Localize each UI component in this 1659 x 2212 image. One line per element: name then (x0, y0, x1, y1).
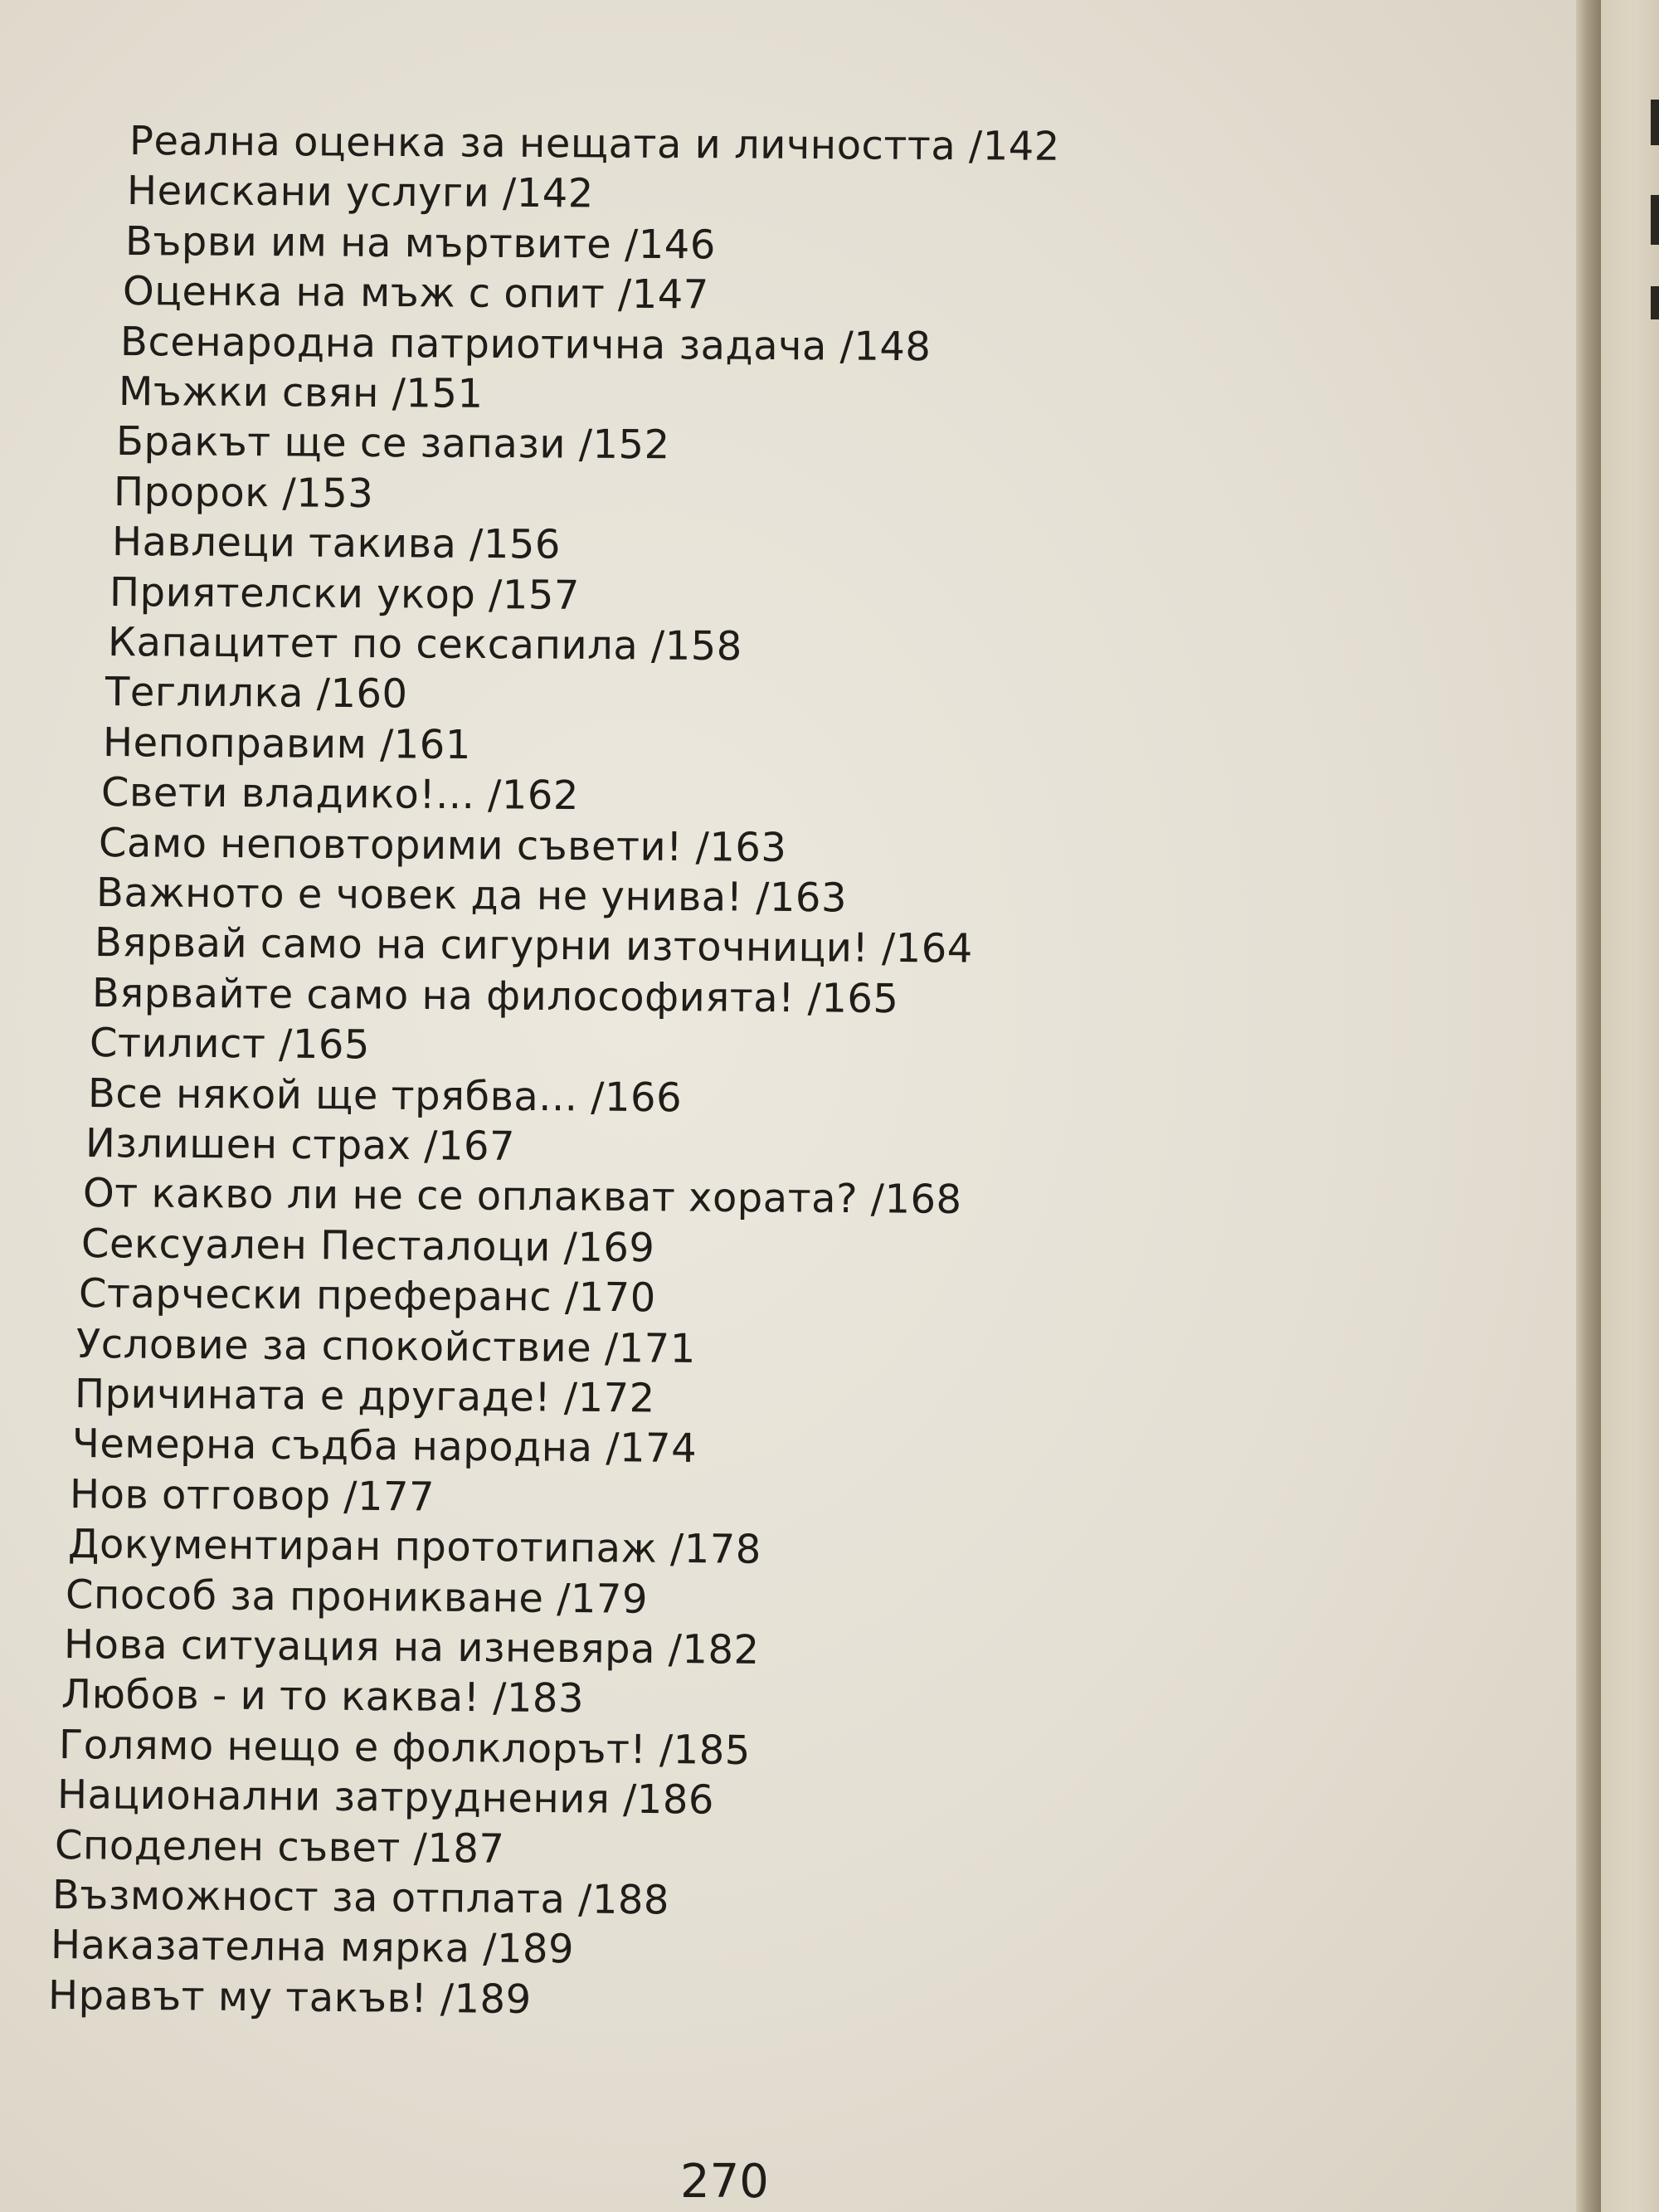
toc-entry (129, 118, 1060, 170)
toc-entry (100, 769, 578, 819)
toc-entry-separator: / (794, 974, 822, 1022)
toc-entry (94, 919, 972, 972)
toc-entry (79, 1270, 656, 1321)
toc-entry-separator: / (550, 1374, 578, 1421)
toc-entry (123, 268, 709, 318)
toc-entry-page: 142 (516, 170, 595, 217)
toc-entry-page: 165 (821, 975, 899, 1022)
toc-entry-page: 171 (618, 1324, 697, 1372)
toc-entry (114, 469, 374, 517)
toc-entry (76, 1321, 696, 1372)
toc-entry-title: Голямо нещо е фолклорът! (58, 1721, 647, 1773)
toc-entry (87, 1070, 682, 1121)
toc-entry (127, 168, 594, 217)
toc-entry-separator: / (611, 221, 639, 268)
toc-entry-title: Споделен съвет (54, 1821, 401, 1872)
toc-entry (96, 870, 847, 921)
toc-entry-separator: / (682, 823, 710, 870)
page-number: 270 (680, 2155, 769, 2209)
toc-entry-title: Мъжки свян (118, 368, 379, 417)
toc-entry-separator: / (654, 1625, 683, 1674)
toc-entry-page: 172 (577, 1374, 655, 1422)
toc-entry-title: Старчески преферанс (78, 1270, 552, 1321)
toc-entry-title: Важното е човек да не унива! (96, 870, 743, 921)
toc-entry-page: 189 (454, 1976, 532, 2023)
toc-entry (50, 1922, 574, 1972)
toc-entry-page: 186 (636, 1776, 714, 1824)
book-gutter (1576, 0, 1601, 2212)
toc-entry-page: 153 (296, 470, 374, 517)
adjacent-text-fragment (1651, 195, 1659, 245)
toc-entry (63, 1621, 759, 1674)
toc-entry-separator: / (411, 1122, 439, 1170)
toc-entry-title: Любов - и то каква! (61, 1671, 480, 1722)
toc-entry-title: Сексуален Песталоци (80, 1220, 551, 1271)
toc-entry (52, 1872, 669, 1923)
toc-entry-page: 179 (570, 1575, 649, 1623)
toc-entry-title: Нова ситуация на изневяра (63, 1621, 655, 1673)
toc-entry (119, 368, 484, 417)
toc-entry-page: 185 (673, 1726, 752, 1774)
toc-entry-title: Теглилка (105, 669, 304, 718)
toc-entry-title: Документиран прототипаж (67, 1521, 658, 1572)
toc-entry-page: 161 (393, 721, 472, 768)
toc-entry-separator: / (742, 874, 771, 921)
toc-entry-page: 157 (502, 571, 581, 619)
toc-entry-page: 169 (577, 1224, 655, 1272)
toc-entry-separator: / (656, 1525, 684, 1573)
toc-entry-separator: / (646, 1726, 674, 1773)
toc-entry-separator: / (475, 571, 504, 618)
toc-entry-title: Върви им на мъртвите (124, 217, 612, 268)
toc-entry (72, 1420, 698, 1472)
toc-entry (107, 619, 742, 670)
toc-entry-page: 167 (437, 1123, 516, 1170)
toc-entry-separator: / (330, 1473, 358, 1520)
toc-entry-page: 178 (684, 1526, 761, 1573)
toc-entry-page: 160 (330, 670, 408, 718)
toc-entry-title: Приятелски укор (109, 568, 476, 618)
toc-entry-separator: / (577, 1073, 605, 1121)
toc-entry-page: 148 (854, 323, 932, 370)
toc-entry-title: Вярвай само на сигурни източници! (94, 919, 869, 972)
toc-entry-title: Способ за проникване (65, 1571, 544, 1622)
toc-entry-title: Нравът му такъв! (47, 1971, 428, 2022)
toc-entry-page: 189 (496, 1926, 574, 1973)
toc-entry (125, 218, 716, 268)
toc-entry-title: Нов отговор (70, 1470, 332, 1520)
toc-entry-page: 147 (631, 271, 710, 319)
toc-entry-title: Излишен страх (85, 1120, 411, 1169)
toc-entry-title: Все някой ще трябва... (87, 1069, 578, 1120)
toc-entry-separator: / (565, 1876, 593, 1923)
toc-entry-title: Само неповторими съвети! (98, 819, 683, 870)
toc-entry-title: Оценка на мъж с опит (122, 268, 606, 318)
toc-entry-page: 182 (681, 1626, 760, 1674)
toc-entry-title: Навлеци такива (111, 519, 470, 568)
toc-entry (56, 1771, 713, 1824)
toc-entry-separator: / (605, 270, 632, 319)
toc-entry-page: 165 (292, 1021, 371, 1069)
toc-entry (112, 519, 561, 568)
toc-entry-separator: / (265, 1021, 294, 1068)
toc-entry-page: 152 (592, 421, 670, 469)
adjacent-page-edge (1601, 0, 1659, 2212)
toc-entry-title: Вярвайте само на философията! (91, 969, 795, 1021)
toc-entry-title: Неискани услуги (127, 168, 490, 217)
toc-entry (92, 970, 899, 1022)
toc-entry-separator: / (956, 123, 983, 170)
toc-entry-separator: / (552, 1274, 579, 1321)
toc-entry-title: Капацитет по сексапила (107, 619, 638, 670)
toc-entry (48, 1972, 532, 2023)
toc-entry (55, 1822, 505, 1873)
toc-entry-separator: / (400, 1825, 428, 1872)
toc-entry-page: 156 (483, 521, 561, 568)
toc-entry-title: Непоправим (102, 719, 381, 768)
toc-entry (120, 319, 932, 370)
toc-entry-separator: / (858, 1176, 886, 1223)
toc-entry-page: 151 (405, 370, 484, 417)
toc-entry-title: Стилист (90, 1020, 266, 1068)
toc-entry-separator: / (426, 1975, 455, 2023)
toc-entry-page: 168 (884, 1176, 963, 1224)
toc-entry-separator: / (378, 370, 406, 417)
toc-entry (105, 669, 408, 718)
toc-entry (116, 418, 670, 468)
toc-entry-title: Бракът ще се запази (115, 418, 567, 468)
adjacent-text-fragment (1651, 100, 1659, 145)
toc-entry-separator: / (609, 1776, 637, 1824)
toc-entry-separator: / (270, 470, 297, 517)
toc-entry (85, 1120, 516, 1170)
toc-entry (70, 1471, 435, 1521)
toc-entry-page: 162 (501, 772, 579, 820)
toc-entry-separator: / (469, 1925, 497, 1973)
toc-entry-separator: / (469, 521, 484, 568)
toc-entry-title: Национални затруднения (56, 1771, 611, 1823)
adjacent-text-fragment (1651, 286, 1659, 319)
toc-entry-page: 177 (358, 1473, 435, 1521)
toc-entry-separator: / (543, 1575, 572, 1622)
toc-entry-separator: / (380, 721, 395, 768)
toc-entry-separator: / (868, 925, 896, 972)
toc-entry-separator: / (827, 323, 854, 370)
toc-entry-page: 166 (604, 1074, 682, 1121)
toc-entry-separator: / (489, 170, 518, 217)
toc-entry-title: Възможност за отплата (52, 1872, 566, 1923)
toc-entry-separator: / (591, 1324, 620, 1372)
toc-entry-title: Всенародна патриотична задача (120, 318, 828, 370)
toc-entry-separator: / (474, 772, 502, 819)
toc-entry (68, 1521, 761, 1573)
toc-entry-separator: / (550, 1224, 578, 1271)
toc-entry-title: Причината е другаде! (74, 1371, 552, 1421)
toc-entry-page: 164 (895, 925, 973, 973)
toc-entry-separator: / (592, 1425, 620, 1472)
toc-entry-separator: / (303, 670, 331, 718)
toc-entry (90, 1020, 370, 1068)
toc-entry (80, 1220, 654, 1271)
toc-entry-title: Свети владико!... (100, 769, 475, 819)
toc-entry (61, 1671, 584, 1722)
toc-entry-title: Наказателна мярка (50, 1922, 470, 1972)
toc-entry-page: 183 (506, 1674, 585, 1722)
toc-entry (66, 1571, 648, 1623)
toc-entry-page: 163 (709, 823, 787, 871)
toc-entry-separator: / (565, 421, 593, 469)
toc-entry (75, 1371, 655, 1421)
toc-entry (99, 820, 787, 871)
toc-entry-page: 188 (591, 1876, 670, 1924)
toc-entry-page: 163 (769, 874, 848, 922)
toc-entry-page: 174 (619, 1425, 698, 1473)
toc-entry-page: 146 (638, 221, 716, 269)
toc-entry-page: 170 (578, 1274, 657, 1322)
toc-entry-separator: / (637, 622, 665, 670)
toc-entry-page: 158 (664, 622, 742, 670)
toc-entry-title: От какво ли не се оплакват хората? (83, 1170, 859, 1223)
toc-entry-title: Пророк (114, 468, 270, 517)
toc-entry-page: 187 (426, 1825, 505, 1873)
toc-entry-title: Условие за спокойствие (76, 1320, 592, 1372)
toc-entry-page: 142 (982, 123, 1060, 170)
toc-entry-separator: / (479, 1674, 507, 1722)
toc-entry (103, 719, 471, 768)
toc-entry (59, 1722, 751, 1774)
toc-entry-title: Реална оценка за нещата и личността (129, 118, 956, 170)
toc-entry (109, 569, 580, 619)
toc-entry (83, 1170, 962, 1223)
toc-entry-title: Чемерна съдба народна (71, 1420, 593, 1472)
